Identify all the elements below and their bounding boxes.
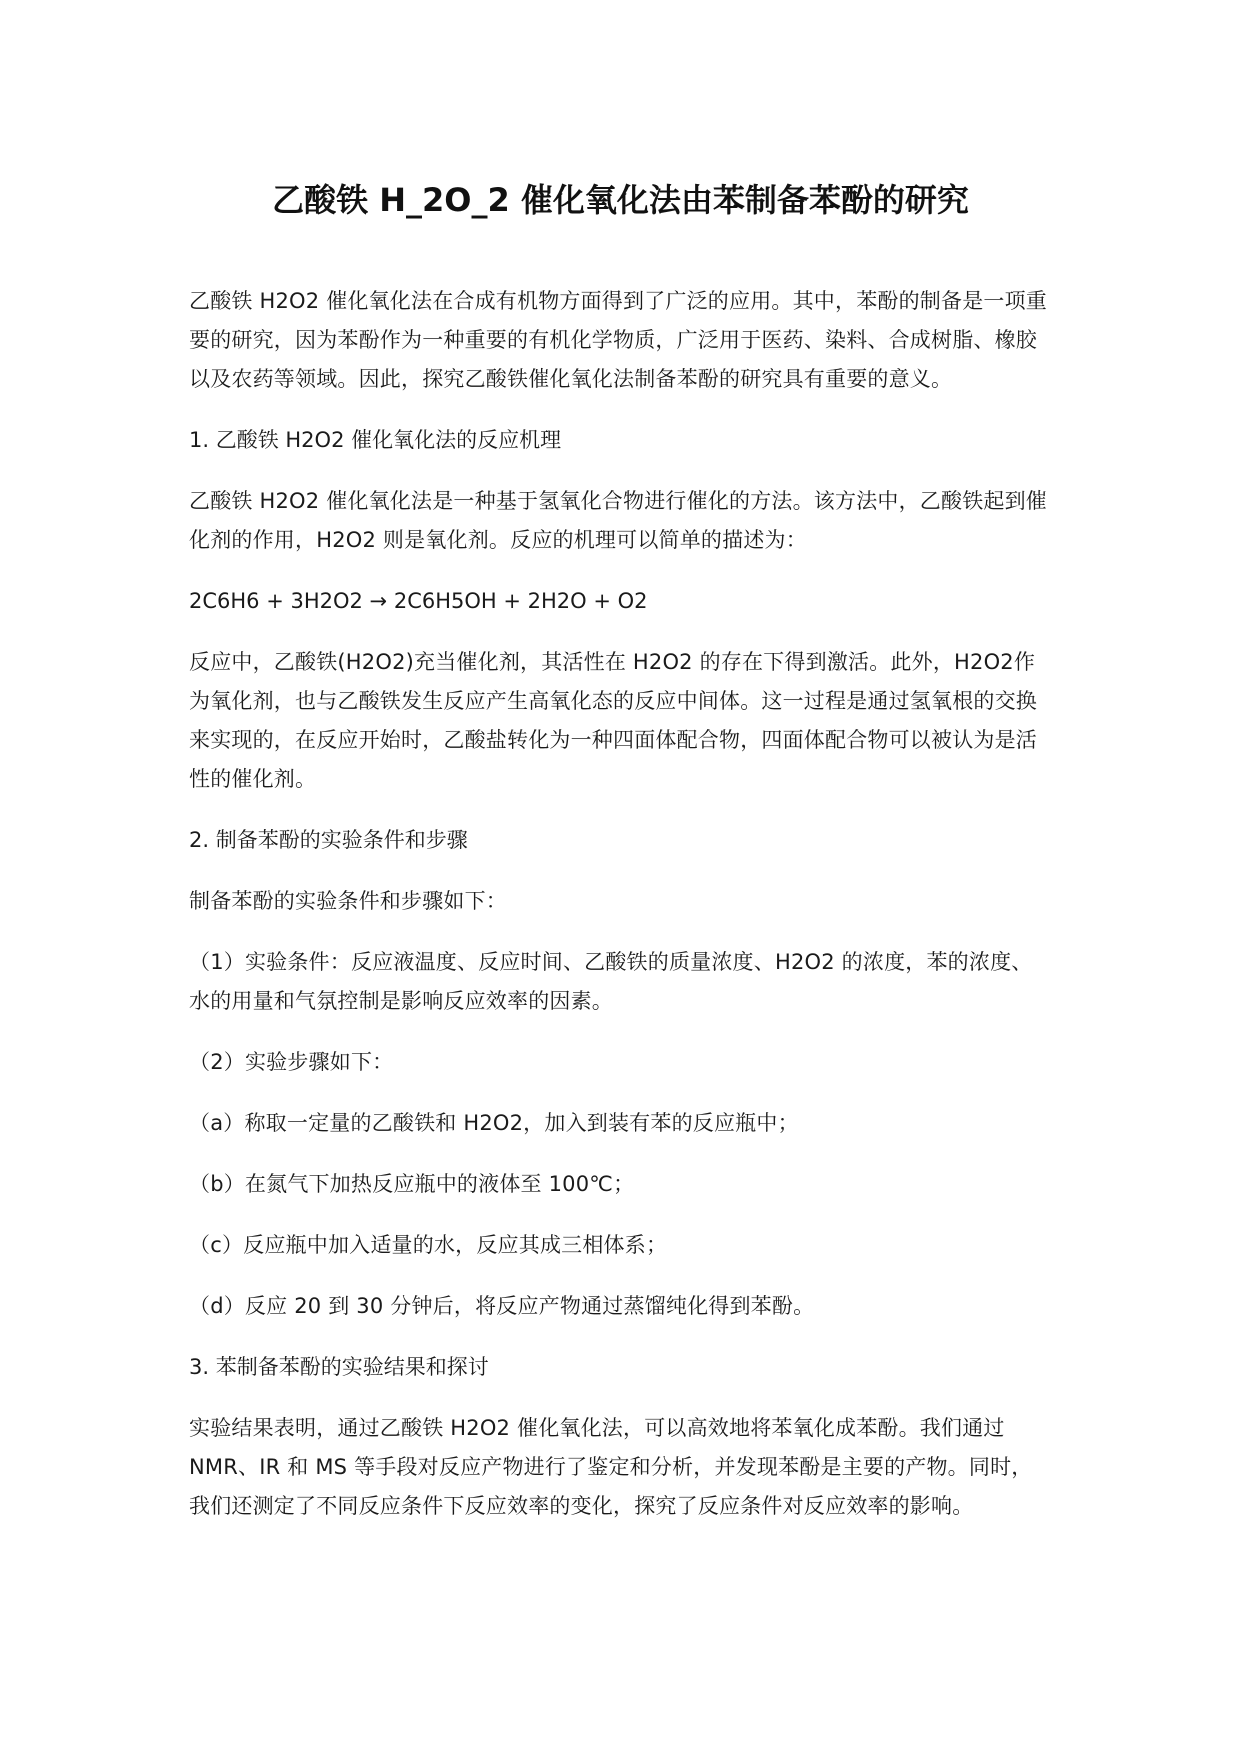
section-3-heading: 3. 苯制备苯酚的实验结果和探讨	[189, 1355, 489, 1379]
document-body	[189, 282, 1049, 1548]
section-3-paragraph-1: 实验结果表明，通过乙酸铁 H2O2 催化氧化法，可以高效地将苯氧化成苯酚。我们通过 NMR、IR 和 MS 等手段对反应产物进行了鉴定和分析，并发现苯酚是主要的产物。同时，我们还测定了不同反应条件下反应效率的变化，探究了反应条件对反应效率的影响。	[189, 1416, 1033, 1518]
steps-intro: （2）实验步骤如下：	[189, 1050, 394, 1074]
step-d: （d）反应 20 到 30 分钟后，将反应产物通过蒸馏纯化得到苯酚。	[189, 1294, 815, 1318]
section-1-heading: 1. 乙酸铁 H2O2 催化氧化法的反应机理	[189, 428, 562, 452]
section-1-paragraph-2: 反应中，乙酸铁(H2O2)充当催化剂，其活性在 H2O2 的存在下得到激活。此外，H2O2作为氧化剂，也与乙酸铁发生反应产生高氧化态的反应中间体。这一过程是通过氢氧根的交换来实现的，在反应开始时，乙酸盐转化为一种四面体配合物，四面体配合物可以被认为是活性的催化剂。	[189, 650, 1037, 791]
step-b: （b）在氮气下加热反应瓶中的液体至 100℃；	[189, 1172, 635, 1196]
intro-paragraph: 乙酸铁 H2O2 催化氧化法在合成有机物方面得到了广泛的应用。其中，苯酚的制备是一项重要的研究，因为苯酚作为一种重要的有机化学物质，广泛用于医药、染料、合成树脂、橡胶以及农药等领域。因此，探究乙酸铁催化氧化法制备苯酚的研究具有重要的意义。	[189, 289, 1047, 391]
section-2-heading: 2. 制备苯酚的实验条件和步骤	[189, 828, 468, 852]
experiment-steps	[189, 1043, 1049, 1326]
reaction-equation: 2C6H6 + 3H2O2 → 2C6H5OH + 2H2O + O2	[189, 589, 648, 613]
section-1-paragraph-1: 乙酸铁 H2O2 催化氧化法是一种基于氢氧化合物进行催化的方法。该方法中，乙酸铁起到催化剂的作用，H2O2 则是氧化剂。反应的机理可以简单的描述为：	[189, 489, 1047, 552]
experiment-conditions: （1）实验条件：反应液温度、反应时间、乙酸铁的质量浓度、H2O2 的浓度，苯的浓度、水的用量和气氛控制是影响反应效率的因素。	[189, 950, 1033, 1013]
page-title: 乙酸铁 H_2O_2 催化氧化法由苯制备苯酚的研究	[272, 181, 969, 219]
section-2-intro: 制备苯酚的实验条件和步骤如下：	[189, 889, 507, 913]
step-c: （c）反应瓶中加入适量的水，反应其成三相体系；	[189, 1233, 668, 1257]
step-a: （a）称取一定量的乙酸铁和 H2O2，加入到装有苯的反应瓶中；	[189, 1111, 799, 1135]
